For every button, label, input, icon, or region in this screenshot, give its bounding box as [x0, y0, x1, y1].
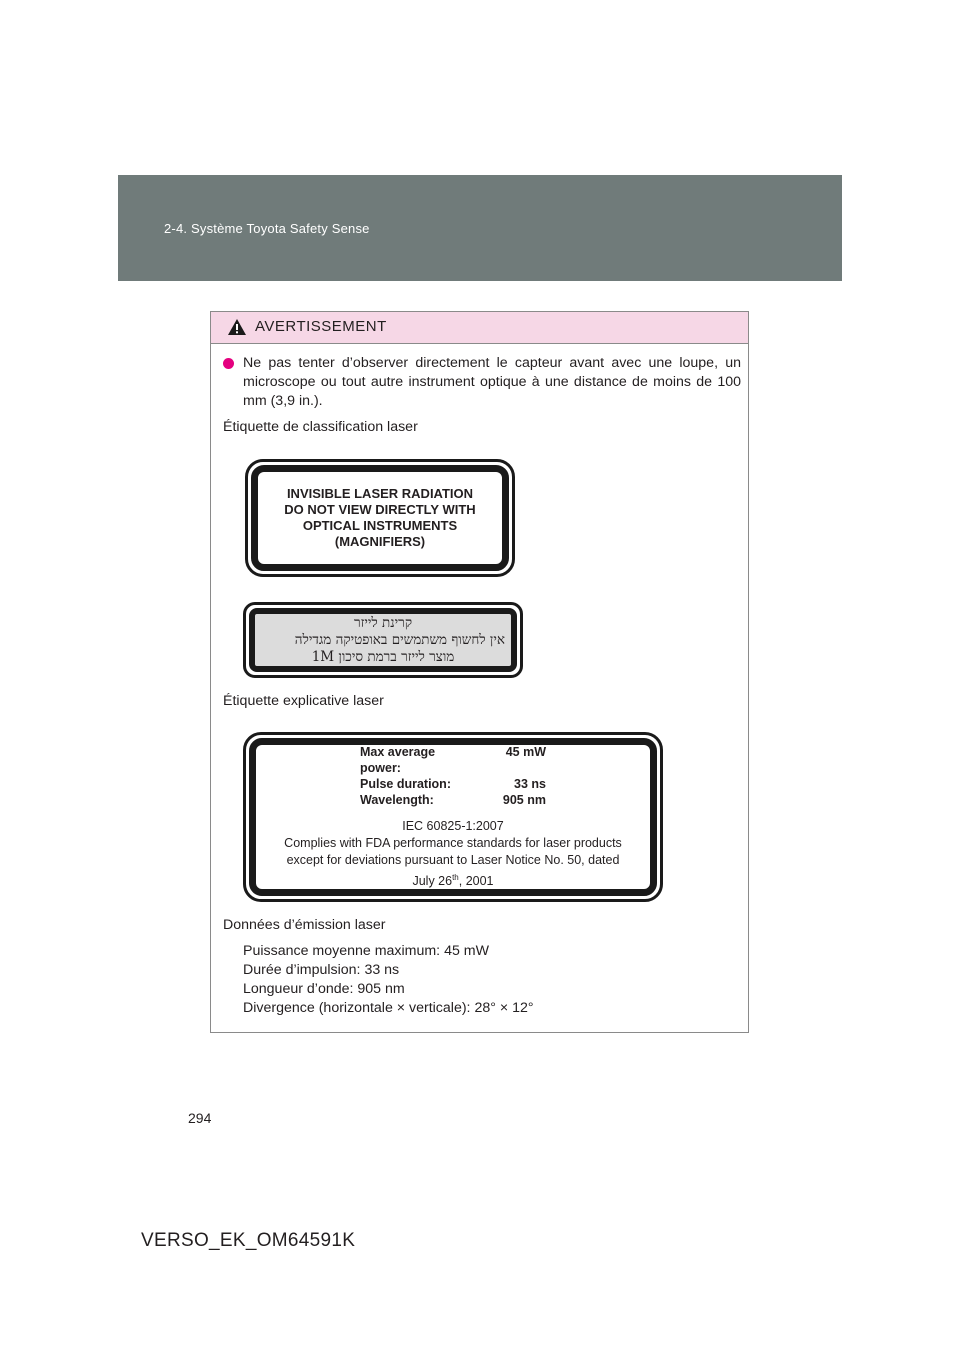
- compliance-line: Complies with FDA performance standards for laser products: [284, 835, 622, 850]
- section-title: 2-4. Système Toyota Safety Sense: [164, 221, 370, 236]
- label-line: אין לחשוף משתמשים באופטיקה מגדילה: [294, 631, 505, 648]
- spec-row: [360, 776, 546, 792]
- warning-box: [210, 311, 749, 1033]
- explanatory-label: [243, 732, 663, 902]
- page-number: 294: [188, 1110, 212, 1126]
- emission-heading: Données d’émission laser: [223, 917, 386, 933]
- label-line: OPTICAL INSTRUMENTS: [302, 518, 458, 533]
- label-line: מוצר לייזר ברמת סיכון 1M: [311, 648, 455, 665]
- label-line: (MAGNIFIERS): [334, 534, 426, 549]
- emission-line: Puissance moyenne maximum: 45 mW: [243, 943, 490, 959]
- spec-value: 45 mW: [505, 744, 546, 759]
- warning-bullet-text: Ne pas tenter d’observer directement le capteur avant avec une loupe, un microscope ou tout autre instrument optique à une distance de moins de 100 mm (3,9 in.).: [243, 355, 741, 409]
- date-suffix: , 2001: [458, 874, 494, 889]
- compliance-block: [284, 818, 622, 890]
- emission-line: Durée d’impulsion: 33 ns: [243, 962, 400, 978]
- spec-row: [360, 792, 546, 808]
- standard-line: IEC 60825-1:2007: [402, 818, 504, 833]
- explanatory-heading: Étiquette explicative laser: [223, 693, 384, 709]
- date-superscript: th: [452, 872, 459, 882]
- warning-triangle-icon: [227, 318, 247, 336]
- document-code: VERSO_EK_OM64591K: [141, 1230, 356, 1251]
- date-line: [284, 869, 622, 890]
- spec-value: 33 ns: [514, 776, 546, 791]
- spec-value: 905 nm: [502, 792, 546, 807]
- spec-name: Wavelength:: [360, 792, 434, 807]
- label-line: קרינת לייזר: [353, 614, 413, 631]
- label-line: INVISIBLE LASER RADIATION: [286, 486, 474, 501]
- compliance-line: except for deviations pursuant to Laser Notice No. 50, dated: [286, 852, 620, 867]
- bullet-icon: [223, 358, 234, 369]
- spec-row: [360, 744, 546, 776]
- warning-title: AVERTISSEMENT: [255, 318, 387, 335]
- spec-name: Pulse duration:: [360, 776, 451, 791]
- section-header-band: [118, 175, 842, 281]
- warning-header: [211, 312, 748, 344]
- emission-line: Divergence (horizontale × verticale): 28° × 12°: [243, 1000, 534, 1016]
- date-prefix: July 26: [412, 874, 453, 889]
- classification-heading: Étiquette de classification laser: [223, 419, 418, 435]
- classification-label-english: [245, 459, 515, 577]
- classification-label-hebrew: [243, 602, 523, 678]
- warning-bullet: [223, 354, 741, 411]
- emission-line: Longueur d’onde: 905 nm: [243, 981, 405, 997]
- label-line: DO NOT VIEW DIRECTLY WITH: [284, 502, 476, 517]
- spec-name: Max average power:: [360, 744, 436, 775]
